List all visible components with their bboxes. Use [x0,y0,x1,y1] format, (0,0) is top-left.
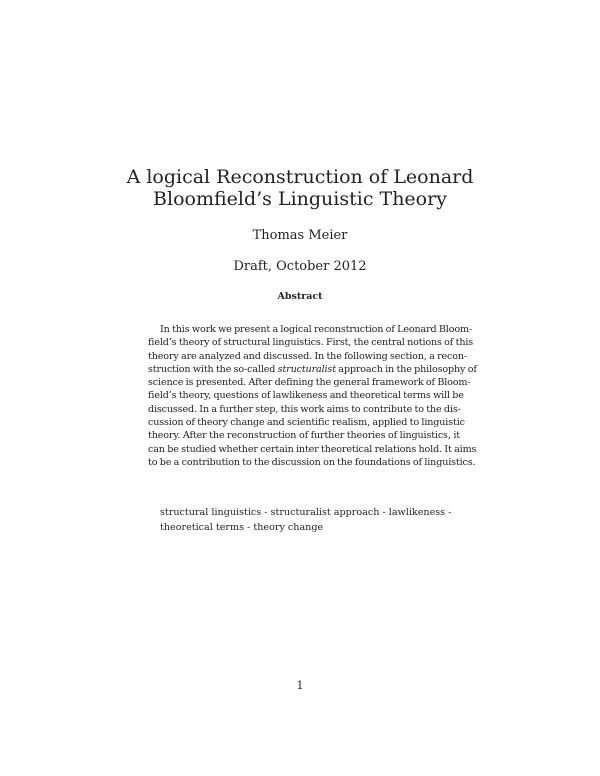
abstract-line: theory are analyzed and discussed. In the following section, a recon- [148,350,468,362]
abstract-line: theory. After the reconstruction of further theories of linguistics, it [148,430,460,442]
title-line: A logical Reconstruction of Leonard [126,166,474,188]
abstract-line: science is presented. After defining the general framework of Bloom- [148,377,471,389]
text: approach in the philosophy of [335,363,477,375]
abstract-body [148,323,477,469]
page-number: 1 [296,679,304,692]
keywords-line: theoretical terms - theory change [160,522,324,533]
abstract-line: field’s theory, questions of lawlikeness and theoretical terms will be [148,390,464,402]
date: Draft, October 2012 [233,259,367,274]
author: Thomas Meier [252,228,348,243]
abstract-line: In this work we present a logical reconstruction of Leonard Bloom- [160,324,473,335]
abstract-line [148,363,477,376]
title-line: Bloomfield’s Linguistic Theory [153,188,447,210]
text: struction with the so-called [148,363,278,375]
keywords-line: structural linguistics - structuralist approach - lawlikeness - [160,507,452,518]
abstract-line: field’s theory of structural linguistics. First, the central notions of this [148,337,474,349]
abstract-heading: Abstract [277,291,323,302]
abstract-line: discussed. In a further step, this work aims to contribute to the dis- [148,403,461,415]
abstract-line: cussion of theory change and scientific realism, applied to linguistic [148,417,465,429]
paper-title [0,166,600,210]
abstract-line: to be a contribution to the discussion on the foundations of linguistics. [148,456,476,468]
keywords [160,505,451,535]
emphasis: structuralist [277,363,336,375]
abstract-line: can be studied whether certain inter theoretical relations hold. It aims [148,443,477,455]
